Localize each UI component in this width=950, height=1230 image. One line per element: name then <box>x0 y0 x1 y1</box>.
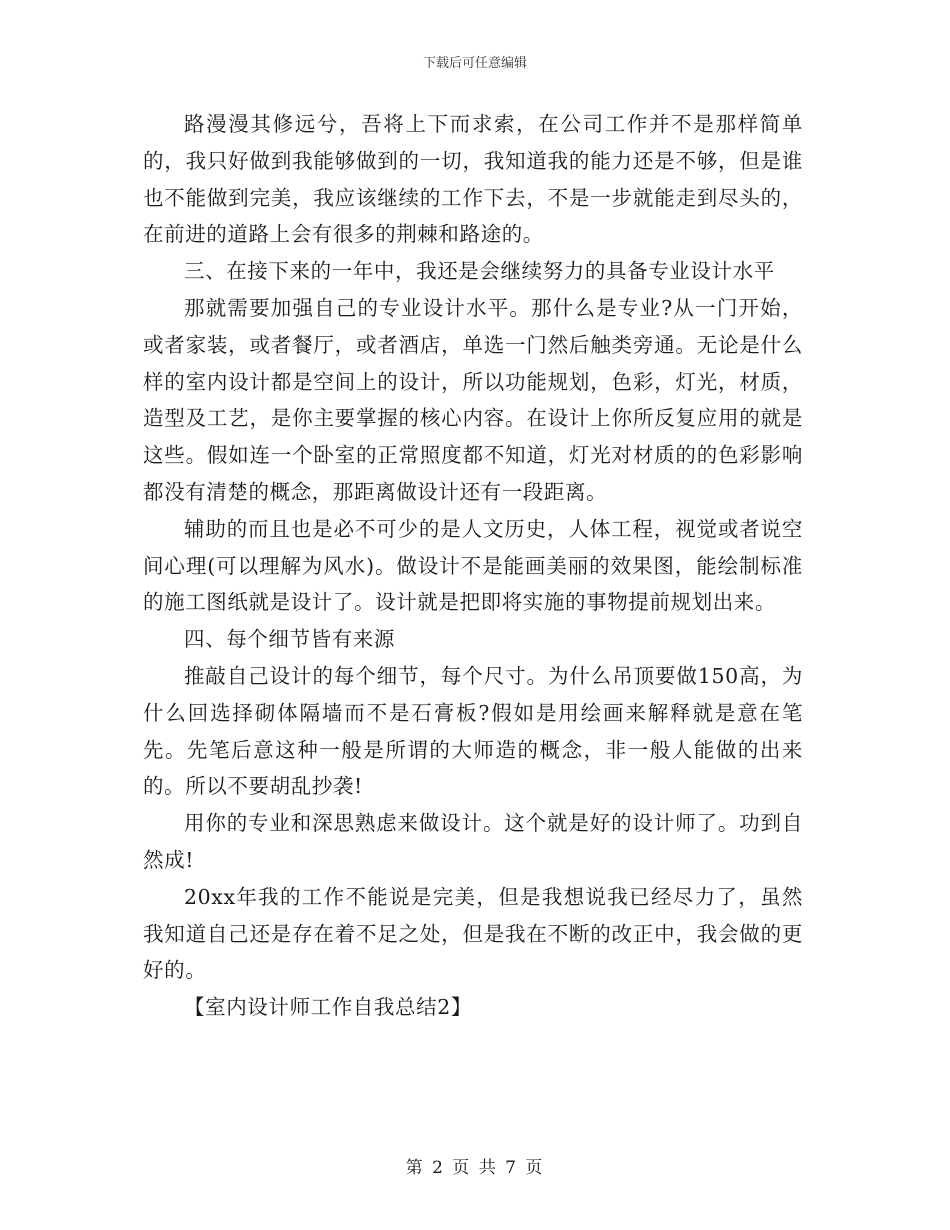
section-title-summary-2: 【室内设计师工作自我总结2】 <box>184 995 472 1020</box>
paragraph-humanities: 辅助的而且也是必不可少的是人文历史，人体工程，视觉或者说空间心理(可以理解为风水)。做设计不是能画美丽的效果图，能绘制标准的施工图纸就是设计了。设计就是把即将实施的事物提前规划出来。 <box>143 516 803 615</box>
heading-section-three: 三、在接下来的一年中，我还是会继续努力的具备专业设计水平 <box>184 259 775 284</box>
paragraph-conclusion: 20xx年我的工作不能说是完美，但是我想说我已经尽力了，虽然我知道自己还是存在着不足之处，但是我在不断的改正中，我会做的更好的。 <box>143 884 803 983</box>
page-number: 第 2 页 共 7 页 <box>405 1158 545 1178</box>
paragraph-intro: 路漫漫其修远兮，吾将上下而求索，在公司工作并不是那样简单的，我只好做到我能够做到的一切，我知道我的能力还是不够，但是谁也不能做到完美，我应该继续的工作下去，不是一步就能走到尽头的，在前进的道路上会有很多的荆棘和路途的。 <box>143 112 803 247</box>
paragraph-details: 推敲自己设计的每个细节，每个尺寸。为什么吊顶要做150高，为什么回选择砌体隔墙而不是石膏板?假如是用绘画来解释就是意在笔先。先笔后意这种一般是所谓的大师造的概念，非一般人能做的出来的。所以不要胡乱抄袭! <box>143 663 803 799</box>
document-body <box>143 106 803 1026</box>
page-header: 下载后可任意编辑 <box>422 56 527 71</box>
paragraph-professional-level: 那就需要加强自己的专业设计水平。那什么是专业?从一门开始，或者家装，或者餐厅，或者酒店，单选一门然后触类旁通。无论是什么样的室内设计都是空间上的设计，所以功能规划，色彩，灯光，材质，造型及工艺，是你主要掌握的核心内容。在设计上你所反复应用的就是这些。假如连一个卧室的正常照度都不知道，灯光对材质的的色彩影响都没有清楚的概念，那距离做设计还有一段距离。 <box>143 295 803 504</box>
paragraph-expertise: 用你的专业和深思熟虑来做设计。这个就是好的设计师了。功到自然成! <box>143 811 803 872</box>
heading-section-four: 四、每个细节皆有来源 <box>184 627 395 652</box>
